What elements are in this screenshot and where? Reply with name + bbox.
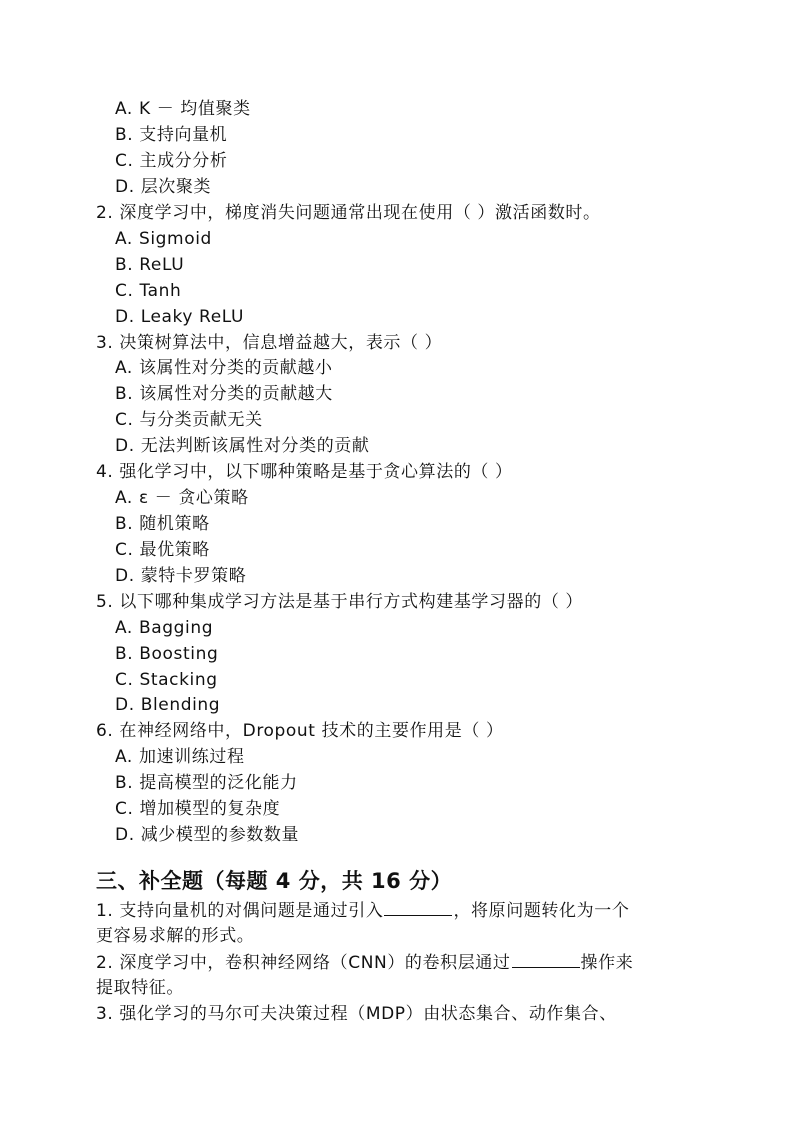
fill-q2-blank[interactable] (512, 951, 580, 968)
q4-option-d: D. 蒙特卡罗策略 (115, 566, 247, 586)
q5-option-b: B. Boosting (115, 644, 219, 664)
q5-option-c: C. Stacking (115, 670, 218, 690)
fill-q1-text-start: 1. 支持向量机的对偶问题是通过引入 (96, 901, 384, 921)
q1-option-a: A. K － 均值聚类 (115, 99, 251, 119)
q6-text: 6. 在神经网络中，Dropout 技术的主要作用是（ ） (96, 721, 504, 741)
q2-option-c: C. Tanh (115, 281, 182, 301)
q3-option-d: D. 无法判断该属性对分类的贡献 (115, 436, 370, 456)
fill-q2-text-end: 操作来 (580, 953, 634, 973)
q2-option-a: A. Sigmoid (115, 229, 212, 249)
fill-q1-blank[interactable] (384, 899, 452, 916)
fill-q1-line2: 更容易求解的形式。 (96, 926, 255, 946)
fill-q2-line2: 提取特征。 (96, 978, 184, 998)
fill-q2-text-start: 2. 深度学习中，卷积神经网络（CNN）的卷积层通过 (96, 953, 511, 973)
q1-option-d: D. 层次聚类 (115, 177, 212, 197)
q5-option-a: A. Bagging (115, 618, 214, 638)
q1-option-c: C. 主成分分析 (115, 151, 228, 171)
q6-option-c: C. 增加模型的复杂度 (115, 799, 281, 819)
q2-text: 2. 深度学习中，梯度消失问题通常出现在使用（ ）激活函数时。 (96, 203, 601, 223)
q6-option-d: D. 减少模型的参数数量 (115, 825, 300, 845)
q4-option-c: C. 最优策略 (115, 540, 210, 560)
q3-option-a: A. 该属性对分类的贡献越小 (115, 358, 333, 378)
q3-option-c: C. 与分类贡献无关 (115, 410, 263, 430)
q4-text: 4. 强化学习中，以下哪种策略是基于贪心算法的（ ） (96, 462, 513, 482)
fill-q1-line1 (96, 899, 629, 922)
fill-q1-text-end: ，将原问题转化为一个 (453, 901, 630, 921)
q6-option-a: A. 加速训练过程 (115, 747, 245, 767)
q5-option-d: D. Blending (115, 695, 221, 715)
section-heading-fill-in: 三、补全题（每题 4 分，共 16 分） (96, 869, 453, 893)
fill-q2-line1 (96, 951, 633, 974)
fill-q3-line1: 3. 强化学习的马尔可夫决策过程（MDP）由状态集合、动作集合、 (96, 1004, 617, 1024)
q3-option-b: B. 该属性对分类的贡献越大 (115, 384, 333, 404)
q2-option-b: B. ReLU (115, 255, 185, 275)
q2-option-d: D. Leaky ReLU (115, 307, 245, 327)
q5-text: 5. 以下哪种集成学习方法是基于串行方式构建基学习器的（ ） (96, 592, 584, 612)
q3-text: 3. 决策树算法中，信息增益越大，表示（ ） (96, 333, 443, 353)
q6-option-b: B. 提高模型的泛化能力 (115, 773, 298, 793)
q1-option-b: B. 支持向量机 (115, 125, 228, 145)
q4-option-b: B. 随机策略 (115, 514, 210, 534)
q4-option-a: A. ε － 贪心策略 (115, 488, 249, 508)
